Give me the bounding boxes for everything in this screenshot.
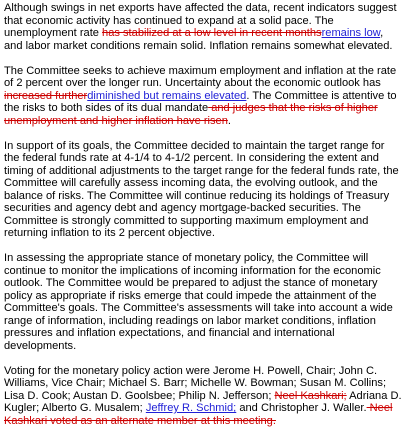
text-segment: In assessing the appropriate stance of monetary policy, the Committee will continue to monitor the implications of incoming information for the economic outlook. The Committee would be prepared to adjust the stance of monetary policy as appropriate if risks emerge that could impede the attainment of the Committee's goals. The Committee's assessments will take into account a wide range of information, including readings on labor market conditions, inflation pressures and inflation expectations, and financial and international developments. (4, 252, 393, 352)
text-segment: In support of its goals, the Committee decided to maintain the target range for the federal funds rate at 4-1/4 to 4-1/2 percent. In considering the extent and timing of additional adjustments to the target range for the federal funds rate, the Committee will carefully assess incoming data, the evolving outlook, and the balance of risks. The Committee will continue reducing its holdings of Treasury securities and agency debt and agency mortgage-backed securities. The Committee is strongly committed to supporting maximum employment and returning inflation to its 2 percent objective. (4, 140, 399, 240)
deleted-text: and judges that the risks of higher unemployment and higher inflation have risen (4, 102, 378, 127)
statement-paragraph (4, 2, 402, 52)
deleted-text: Neel Kashkari; (275, 390, 347, 402)
text-segment: and Christopher J. Waller. (236, 402, 366, 414)
statement-paragraph (4, 365, 402, 427)
text-segment: . (228, 115, 231, 127)
text-segment: Voting for the monetary policy action were Jerome H. Powell, Chair; John C. Williams, Vice Chair; Michael S. Barr; Michelle W. Bowman; Susan M. Collins; Lisa D. Cook; Austan D. Goolsbee; Philip N. Jefferson; (4, 365, 386, 402)
statement-paragraph (4, 140, 402, 240)
statement-paragraph (4, 65, 402, 128)
deleted-text: Neel Kashkari voted as an alternate member at this meeting. (4, 402, 392, 427)
deleted-text: has stabilized at a low level in recent months (102, 27, 322, 39)
text-segment: Adriana D. Kugler; Alberto G. Musalem; (4, 390, 402, 415)
inserted-text: remains low (322, 27, 381, 39)
text-segment: Although swings in net exports have affected the data, recent indicators suggest that economic activity has continued to expand at a solid pace. The unemployment rate (4, 2, 397, 39)
text-segment: The Committee seeks to achieve maximum employment and inflation at the rate of 2 percent over the longer run. Uncertainty about the economic outlook has (4, 65, 396, 90)
text-segment: , and labor market conditions remain solid. Inflation remains somewhat elevated. (4, 27, 392, 52)
deleted-text: increased further (4, 90, 87, 102)
text-segment: . The Committee is attentive to the risks to both sides of its dual mandate (4, 90, 397, 115)
inserted-text: diminished but remains elevated (87, 90, 246, 102)
statement-paragraph (4, 252, 402, 352)
inserted-text: Jeffrey R. Schmid; (146, 402, 236, 414)
